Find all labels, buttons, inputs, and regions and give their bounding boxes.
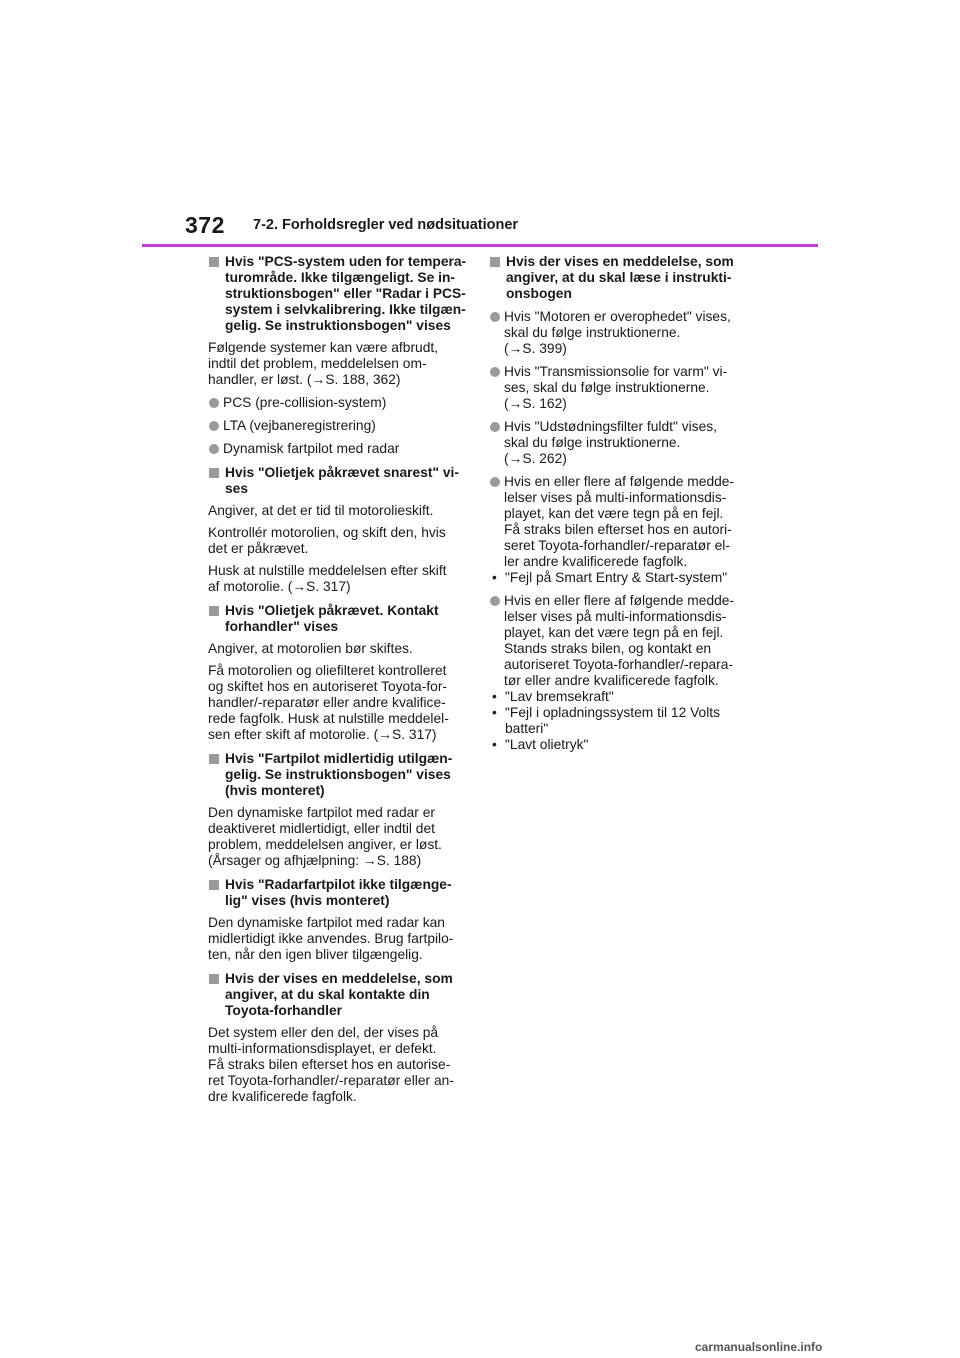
text-line: Dynamisk fartpilot med radar — [223, 441, 400, 456]
text-line: ler andre kvalificerede fagfolk. — [504, 554, 688, 569]
text-line: "Lavt olietryk" — [505, 737, 589, 752]
circle-bullet-icon — [490, 477, 500, 487]
text-line: Angiver, at det er tid til motorolieskift. — [208, 503, 434, 518]
text-line: dre kvalificerede fagfolk. — [208, 1089, 357, 1104]
circle-bullet-icon — [490, 596, 500, 606]
list-item — [208, 395, 470, 411]
watermark: carmanualsonline.info — [695, 1340, 823, 1354]
text-line: ses, skal du følge instruktionerne. — [504, 380, 710, 395]
text-line: seret Toyota-forhandler/-reparatør el- — [504, 538, 730, 553]
text-line: Hvis der vises en meddelelse, som — [225, 971, 453, 986]
left-column — [208, 254, 470, 1105]
content-block — [489, 254, 751, 753]
right-column — [489, 254, 751, 753]
paragraph — [208, 563, 470, 595]
text-line: deaktiveret midlertidigt, eller indtil det — [208, 821, 435, 836]
content-block — [208, 971, 470, 1105]
content-block — [208, 254, 470, 457]
text-line: playet, kan det være tegn på en fejl. — [504, 506, 724, 521]
section-heading — [208, 877, 470, 909]
text-line: Hvis "Fartpilot midlertidig utilgæn- — [225, 751, 453, 766]
page-header — [0, 0, 960, 260]
text-line: Få straks bilen efterset hos en autorise- — [208, 1057, 451, 1072]
text-line: Hvis "Motoren er overophedet" vises, — [504, 309, 731, 324]
small-bullet-icon: • — [492, 689, 497, 704]
list-item — [208, 441, 470, 457]
circle-bullet-icon — [209, 421, 219, 431]
sub-list-item — [489, 705, 751, 737]
list-item — [489, 364, 751, 412]
text-line: skal du følge instruktionerne. — [504, 325, 681, 340]
section-heading — [208, 603, 470, 635]
text-line: Husk at nulstille meddelelsen efter skift — [208, 563, 447, 578]
text-line: Hvis "Udstødningsfilter fuldt" vises, — [504, 419, 717, 434]
text-line: og skiftet hos en autoriseret Toyota-for- — [208, 679, 448, 694]
text-line: playet, kan det være tegn på en fejl. — [504, 625, 724, 640]
text-line: Hvis "Transmissionsolie for varm" vi- — [504, 364, 728, 379]
text-line: PCS (pre-collision-system) — [223, 395, 387, 410]
text-line: (Årsager og afhjælpning: →S. 188) — [208, 853, 422, 868]
text-line: (→S. 399) — [504, 341, 567, 356]
square-bullet-icon — [209, 754, 219, 764]
small-bullet-icon: • — [492, 705, 497, 720]
text-line: lelser vises på multi-informationsdis- — [504, 490, 727, 505]
text-line: skal du følge instruktionerne. — [504, 435, 681, 450]
text-line: tør eller andre kvalificerede fagfolk. — [504, 673, 719, 688]
list-item — [489, 593, 751, 689]
text-line: forhandler" vises — [225, 619, 339, 634]
text-line: batteri" — [505, 721, 549, 736]
text-line: onsbogen — [506, 286, 572, 301]
text-line: Følgende systemer kan være afbrudt, — [208, 340, 439, 355]
text-line: Den dynamiske fartpilot med radar kan — [208, 915, 445, 930]
small-bullet-icon: • — [492, 570, 497, 585]
square-bullet-icon — [209, 974, 219, 984]
content-block — [208, 877, 470, 963]
text-line: multi-informationsdisplayet, er defekt. — [208, 1041, 437, 1056]
header-rule — [142, 244, 818, 247]
sub-list-item — [489, 570, 751, 586]
list-item — [489, 309, 751, 357]
text-line: lelser vises på multi-informationsdis- — [504, 609, 727, 624]
paragraph — [208, 805, 470, 869]
circle-bullet-icon — [209, 444, 219, 454]
text-line: "Fejl på Smart Entry & Start-system" — [505, 570, 728, 585]
text-line: Få motorolien og oliefilteret kontrolleret — [208, 663, 447, 678]
text-line: gelig. Se instruktionsbogen" vises — [225, 318, 451, 333]
circle-bullet-icon — [209, 398, 219, 408]
text-line: "Lav bremsekraft" — [505, 689, 614, 704]
list-item — [489, 474, 751, 570]
content-block — [208, 603, 470, 743]
text-line: Hvis "Olietjek påkrævet. Kontakt — [225, 603, 439, 618]
text-line: system i selvkalibrering. Ikke tilgæn- — [225, 302, 466, 317]
sub-list-item — [489, 689, 751, 705]
text-line: turområde. Ikke tilgængeligt. Se in- — [225, 270, 455, 285]
text-line: midlertidigt ikke anvendes. Brug fartpilo- — [208, 931, 454, 946]
square-bullet-icon — [490, 257, 500, 267]
text-line: autoriseret Toyota-forhandler/-repara- — [504, 657, 734, 672]
text-line: Hvis en eller flere af følgende medde- — [504, 474, 735, 489]
section-heading — [208, 751, 470, 799]
text-line: (→S. 262) — [504, 451, 567, 466]
circle-bullet-icon — [490, 422, 500, 432]
text-line: sen efter skift af motorolie. (→S. 317) — [208, 727, 437, 742]
text-line: Hvis "Radarfartpilot ikke tilgænge- — [225, 877, 452, 892]
square-bullet-icon — [209, 606, 219, 616]
text-line: angiver, at du skal kontakte din — [225, 987, 430, 1002]
square-bullet-icon — [209, 468, 219, 478]
text-line: Toyota-forhandler — [225, 1003, 343, 1018]
paragraph — [208, 915, 470, 963]
paragraph — [208, 503, 470, 519]
text-line: Hvis "Olietjek påkrævet snarest" vi- — [225, 465, 459, 480]
text-line: Kontrollér motorolien, og skift den, hvis — [208, 525, 446, 540]
text-line: af motorolie. (→S. 317) — [208, 579, 351, 594]
small-bullet-icon: • — [492, 737, 497, 752]
text-line: Angiver, at motorolien bør skiftes. — [208, 641, 413, 656]
paragraph — [208, 663, 470, 743]
text-line: rede fagfolk. Husk at nulstille meddelel- — [208, 711, 449, 726]
text-line: Stands straks bilen, og kontakt en — [504, 641, 712, 656]
sub-list-item — [489, 737, 751, 753]
text-line: Hvis "PCS-system uden for tempera- — [225, 254, 467, 269]
text-line: problem, meddelelsen angiver, er løst. — [208, 837, 442, 852]
circle-bullet-icon — [490, 367, 500, 377]
text-line: "Fejl i opladningssystem til 12 Volts — [505, 705, 721, 720]
text-line: LTA (vejbaneregistrering) — [223, 418, 376, 433]
page-number: 372 — [185, 212, 225, 238]
text-line: indtil det problem, meddelelsen om- — [208, 356, 427, 371]
paragraph — [208, 1025, 470, 1105]
square-bullet-icon — [209, 880, 219, 890]
text-line: (→S. 162) — [504, 396, 567, 411]
text-line: Få straks bilen efterset hos en autori- — [504, 522, 732, 537]
paragraph — [208, 340, 470, 388]
text-line: angiver, at du skal læse i instrukti- — [506, 270, 732, 285]
text-line: handler/-reparatør eller andre kvalifice- — [208, 695, 446, 710]
content-block — [208, 751, 470, 869]
list-item — [208, 418, 470, 434]
content-block — [208, 465, 470, 595]
text-line: Det system eller den del, der vises på — [208, 1025, 439, 1040]
text-line: ses — [225, 481, 249, 496]
text-line: Den dynamiske fartpilot med radar er — [208, 805, 435, 820]
text-line: Hvis der vises en meddelelse, som — [506, 254, 734, 269]
section-title: 7-2. Forholdsregler ved nødsituationer — [253, 217, 519, 233]
paragraph — [208, 641, 470, 657]
section-heading — [208, 465, 470, 497]
text-line: lig" vises (hvis monteret) — [225, 893, 390, 908]
list-item — [489, 419, 751, 467]
text-line: Hvis en eller flere af følgende medde- — [504, 593, 735, 608]
section-heading — [208, 254, 470, 334]
text-line: (hvis monteret) — [225, 783, 325, 798]
circle-bullet-icon — [490, 312, 500, 322]
text-line: ret Toyota-forhandler/-reparatør eller an- — [208, 1073, 454, 1088]
text-line: gelig. Se instruktionsbogen" vises — [225, 767, 451, 782]
section-heading — [208, 971, 470, 1019]
paragraph — [208, 525, 470, 557]
text-line: handler, er løst. (→S. 188, 362) — [208, 372, 401, 387]
text-line: det er påkrævet. — [208, 541, 309, 556]
text-line: ten, når den igen bliver tilgængelig. — [208, 947, 423, 962]
square-bullet-icon — [209, 257, 219, 267]
section-heading — [489, 254, 751, 302]
text-line: struktionsbogen" eller "Radar i PCS- — [225, 286, 466, 301]
